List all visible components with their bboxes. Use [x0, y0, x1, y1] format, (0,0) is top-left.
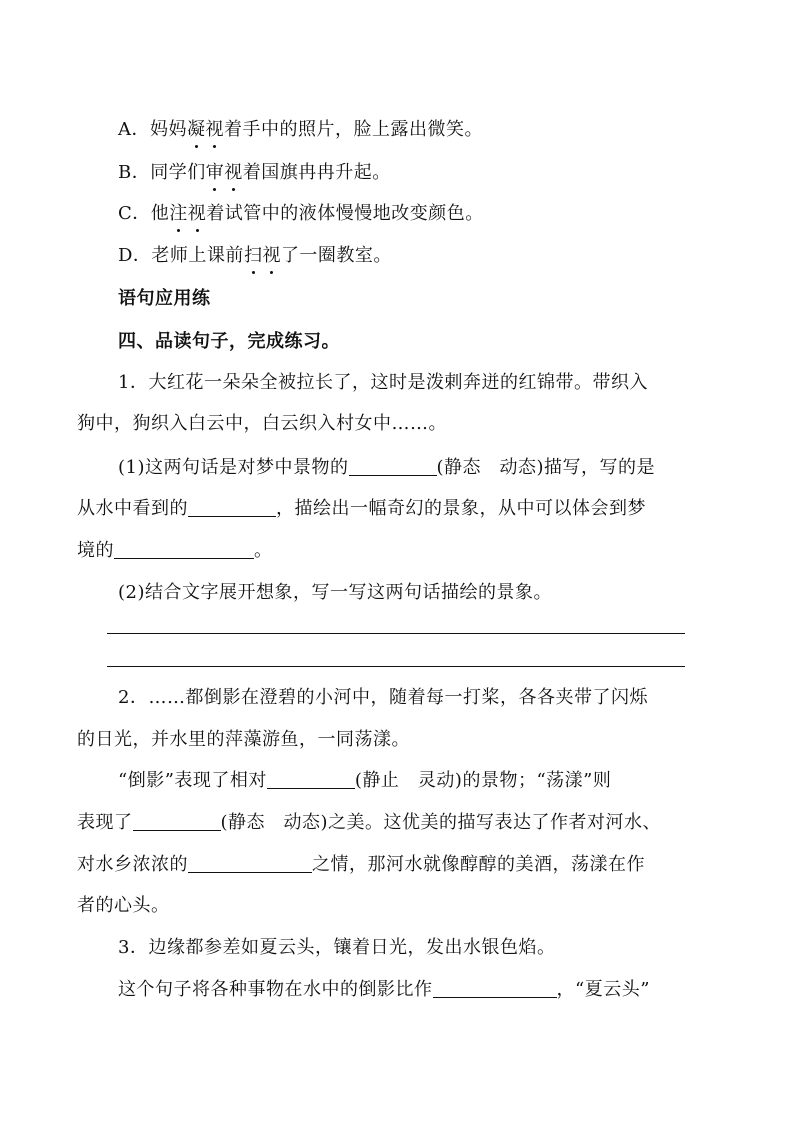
q2-line-3: [118, 768, 611, 794]
section-title: 语句应用练: [118, 288, 211, 309]
option-c-dotted-char-2: 视: [188, 201, 207, 227]
q1-sub1-text-d: ，描绘出一幅奇幻的景象，从中可以体会到梦: [276, 498, 646, 519]
q2-text-f: 之情，那河水就像醇醇的美酒，荡漾在作: [312, 854, 645, 875]
option-a: [118, 117, 483, 143]
option-b: [118, 160, 391, 186]
q2-line-4: [77, 810, 661, 836]
q1-sub1-text-c: 从水中看到的: [77, 498, 188, 519]
q1-blank-2[interactable]: [188, 498, 276, 517]
q2-line-1: 2．……都倒影在澄碧的小河中，随着每一打桨，各各夹带了闪烁: [118, 687, 648, 708]
option-d-dotted-char-1: 扫: [244, 243, 263, 269]
option-d-prefix: D．老师上课前: [118, 245, 244, 266]
q3-text-a: 这个句子将各种事物在水中的倒影比作: [118, 979, 433, 1000]
option-b-suffix: 着国旗冉冉升起。: [242, 162, 391, 183]
q1-sub1-text-b: (静态 动态)描写，写的是: [436, 457, 656, 478]
q2-text-e: 对水乡浓浓的: [77, 854, 188, 875]
q3-line-2: [118, 977, 650, 1003]
option-b-dotted-char-1: 审: [206, 160, 225, 186]
option-d-dotted-char-2: 视: [262, 243, 281, 269]
option-a-dotted-char-1: 凝: [187, 117, 206, 143]
q2-line-2: 的日光，并水里的萍藻游鱼，一同荡漾。: [77, 729, 410, 750]
q1-sub1-text-f: 。: [254, 540, 273, 561]
answer-line-2[interactable]: [107, 666, 685, 667]
q1-sub1-text-e: 境的: [77, 540, 114, 561]
option-c-suffix: 着试管中的液体慢慢地改变颜色。: [206, 203, 484, 224]
q1-line-2: 狗中，狗织入白云中，白云织入村女中……。: [77, 413, 447, 434]
q1-sub1-text-a: (1)这两句话是对梦中景物的: [118, 457, 349, 478]
q1-sub1-line-2: [77, 496, 646, 522]
q2-text-d: (静态 动态)之美。这优美的描写表达了作者对河水、: [220, 812, 662, 833]
option-a-suffix: 着手中的照片，脸上露出微笑。: [224, 119, 483, 140]
q2-blank-2[interactable]: [133, 812, 221, 831]
q2-text-a: “倒影”表现了相对: [118, 770, 267, 791]
q1-blank-1[interactable]: [349, 457, 437, 476]
option-b-prefix: B．同学们: [118, 162, 206, 183]
option-b-dotted-char-2: 视: [224, 160, 243, 186]
q1-sub1-line-3: [77, 538, 273, 564]
option-c: [118, 201, 484, 227]
option-d: [118, 243, 392, 269]
option-c-dotted-char-1: 注: [169, 201, 188, 227]
option-a-prefix: A．妈妈: [118, 119, 187, 140]
option-c-prefix: C．他: [118, 203, 170, 224]
q2-blank-3[interactable]: [188, 854, 312, 873]
q2-line-5: [77, 852, 645, 878]
q1-sub2: (2)结合文字展开想象，写一写这两句话描绘的景象。: [118, 582, 552, 603]
q2-text-c: 表现了: [77, 812, 133, 833]
q3-text-b: ，“夏云头”: [556, 979, 650, 1000]
q2-text-b: (静止 灵动)的景物；“荡漾”则: [354, 770, 612, 791]
part-title: 四、品读句子，完成练习。: [118, 331, 340, 352]
q1-line-1: 1．大红花一朵朵全被拉长了，这时是泼剌奔迸的红锦带。带织入: [118, 372, 648, 393]
q3-blank-1[interactable]: [433, 979, 557, 998]
q1-sub1-line-1: [118, 455, 655, 481]
q2-blank-1[interactable]: [267, 770, 355, 789]
q1-blank-3[interactable]: [114, 540, 254, 559]
q2-line-6: 者的心头。: [77, 895, 170, 916]
option-a-dotted-char-2: 视: [206, 117, 225, 143]
option-d-suffix: 了一圈教室。: [280, 245, 392, 266]
q3-line-1: 3．边缘都参差如夏云头，镶着日光，发出水银色焰。: [118, 937, 556, 958]
answer-line-1[interactable]: [107, 633, 685, 634]
